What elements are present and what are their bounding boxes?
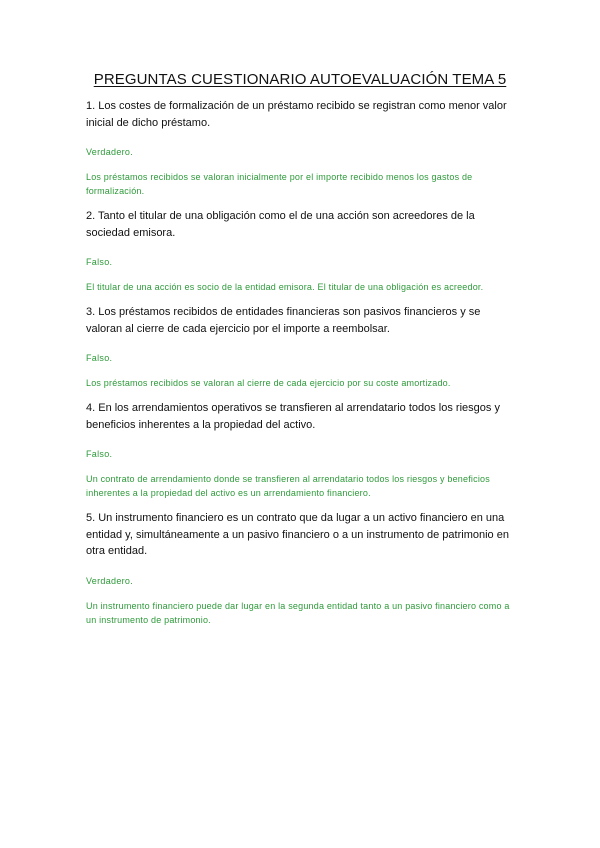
answer-text: Verdadero. bbox=[86, 147, 134, 157]
explanation-text: El titular de una acción es socio de la entidad emisora. El titular de una obligación es acreedor. bbox=[86, 282, 484, 292]
question-text: 4. En los arrendamientos operativos se transfieren al arrendatario todos los riesgos y beneficios inherentes a la propiedad del activo. bbox=[86, 402, 500, 431]
question-item-4 bbox=[86, 400, 516, 500]
question-text: 2. Tanto el titular de una obligación como el de una acción son acreedores de la sociedad emisora. bbox=[86, 210, 475, 239]
question-item-2 bbox=[86, 208, 516, 294]
question-text: 1. Los costes de formalización de un préstamo recibido se registran como menor valor inicial de dicho préstamo. bbox=[86, 100, 507, 129]
explanation-text: Un instrumento financiero puede dar lugar en la segunda entidad tanto a un pasivo financiero como a un instrumento de patrimonio. bbox=[86, 600, 510, 625]
question-list bbox=[86, 98, 516, 627]
question-text: 3. Los préstamos recibidos de entidades financieras son pasivos financieros y se valoran al cierre de cada ejercicio por el importe a reembolsar. bbox=[86, 306, 481, 335]
explanation-text: Los préstamos recibidos se valoran al cierre de cada ejercicio por su coste amortizado. bbox=[86, 378, 451, 388]
answer-text: Falso. bbox=[86, 257, 113, 267]
explanation-text: Un contrato de arrendamiento donde se transfieren al arrendatario todos los riesgos y beneficios inherentes a la propiedad del activo es un arrendamiento financiero. bbox=[86, 474, 490, 498]
explanation-text: Los préstamos recibidos se valoran inicialmente por el importe recibido menos los gastos de formalización. bbox=[86, 172, 473, 196]
answer-text: Falso. bbox=[86, 449, 113, 459]
question-item-1 bbox=[86, 98, 516, 198]
question-text: 5. Un instrumento financiero es un contrato que da lugar a un activo financiero en una entidad y, simultáneamente a un pasivo financiero o a un instrumento de patrimonio en otra entidad. bbox=[86, 512, 509, 557]
answer-text: Verdadero. bbox=[86, 575, 134, 586]
question-item-5 bbox=[86, 510, 516, 627]
page-title: PREGUNTAS CUESTIONARIO AUTOEVALUACIÓN TEMA 5 bbox=[93, 71, 507, 88]
answer-text: Falso. bbox=[86, 353, 113, 363]
question-item-3 bbox=[86, 304, 516, 390]
